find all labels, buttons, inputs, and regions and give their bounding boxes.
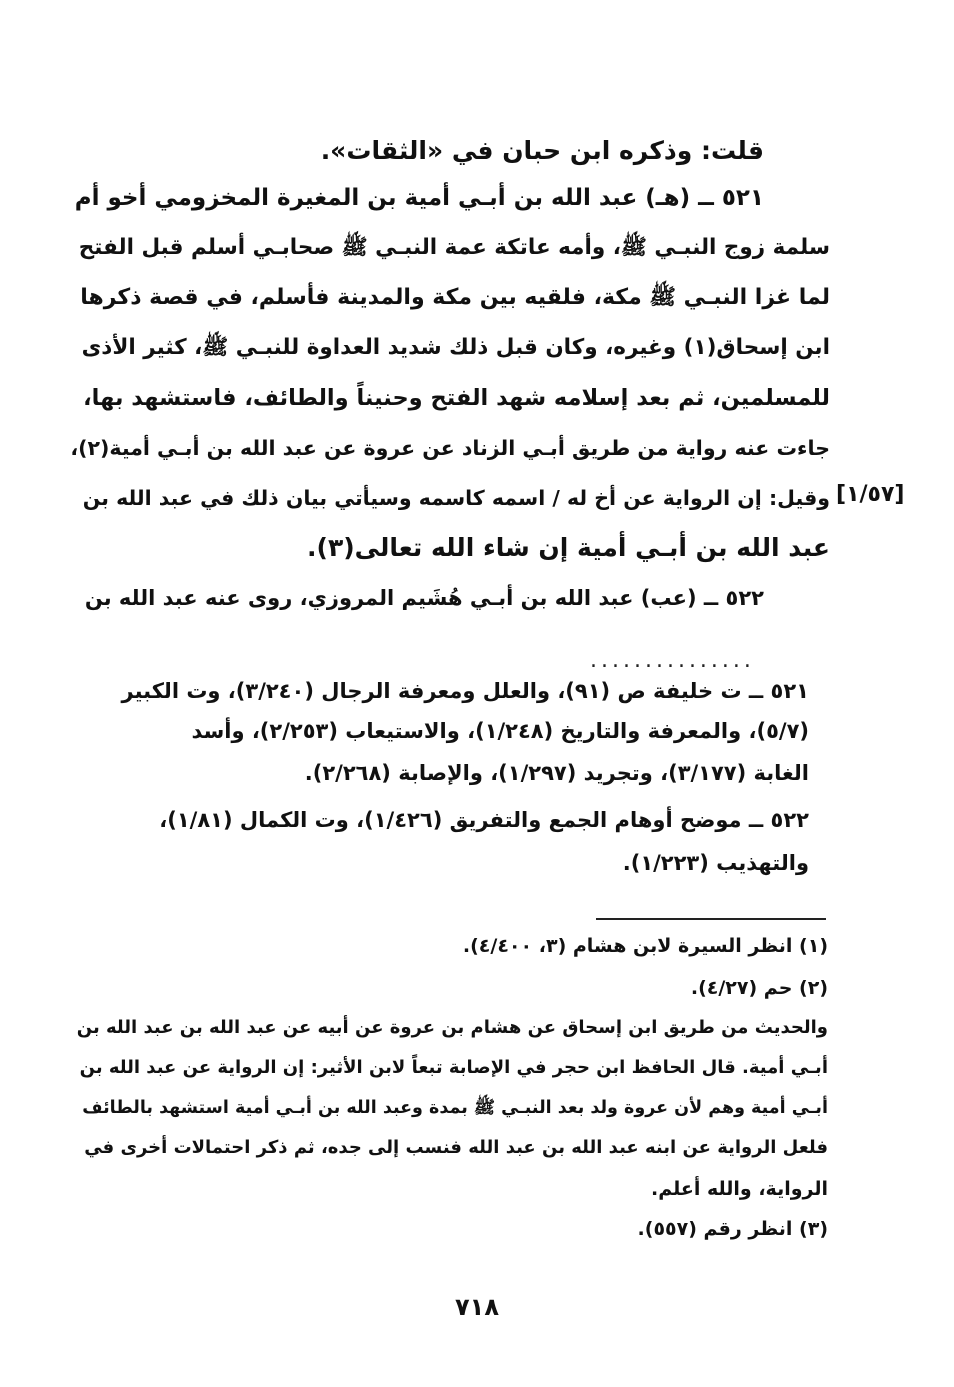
main-line-4: لما غزا النبـي ﷺ مكة، فلقيه بين مكة والمدينة فأسلم، في قصة ذكرها: [80, 285, 830, 310]
main-line-6: للمسلمين، ثم بعد إسلامه شهد الفتح وحنيناً والطائف، فاستشهد بها،: [83, 385, 830, 411]
page-number: ٧١٨: [455, 1293, 499, 1321]
footnote-2: (٢) حم (٤/٢٧).: [690, 977, 828, 999]
margin-page-reference: [١/٥٧]: [836, 482, 905, 507]
footnote-2-line-4: فلعل الرواية عن ابنه عبد الله بن عبد الله فنسب إلى جده، ثم ذكر احتمالات أخرى في: [84, 1137, 828, 1158]
footnote-2-line-2: أبـي أمية. قال الحافظ ابن حجر في الإصابة تبعاً لابن الأثير: إن الرواية عن عبد الله بن: [79, 1057, 828, 1078]
footnote-2-line-3: أبـي أمية وهم لأن عروة ولد بعد النبـي ﷺ بمدة وعبد الله بن أبـي أمية استشهد بالطائف: [82, 1098, 828, 1118]
dotted-separator: ...............: [590, 648, 755, 673]
main-line-10: ٥٢٢ ــ (عب) عبد الله بن أبـي هُشَيم المروزي، روى عنه عبد الله بن: [84, 586, 764, 610]
main-line-9: عبد الله بن أبـي أمية إن شاء الله تعالى(٣).: [307, 533, 830, 562]
footnote-2-line-1: والحديث من طريق ابن إسحاق عن هشام بن عروة عن أبيه عن عبد الله بن عبد الله بن: [76, 1017, 828, 1038]
footnote-rule: [596, 918, 826, 920]
footnote-2-line-5: الرواية، والله أعلم.: [651, 1178, 828, 1200]
sources-line-3: الغابة (٣/١٧٧)، وتجريد (١/٢٩٧)، والإصابة (٢/٢٦٨).: [304, 761, 809, 785]
main-line-1: قلت: وذكره ابن حبان في «الثقات».: [320, 136, 764, 165]
sources-line-2: (٥/٧)، والمعرفة والتاريخ (١/٢٤٨)، والاستيعاب (٢/٢٥٣)، وأسد: [191, 719, 809, 743]
main-line-2: ٥٢١ ــ (هـ) عبد الله بن أبـي أمية بن المغيرة المخزومي أخو أم: [74, 185, 764, 211]
sources-line-4: ٥٢٢ ــ موضح أوهام الجمع والتفريق (١/٤٢٦)، وت الكمال (١/٨١)،: [159, 808, 809, 832]
main-line-7: جاءت عنه رواية من طريق أبـي الزناد عن عروة عن عبد الله بن أبـي أمية(٢)،: [70, 436, 830, 460]
footnote-1: (١) انظر السيرة لابن هشام (٣، ٤/٤٠٠).: [462, 935, 828, 957]
sources-line-1: ٥٢١ ــ ت خليفة ص (٩١)، والعلل ومعرفة الرجال (٣/٢٤٠)، وت الكبير: [121, 679, 809, 703]
main-line-5: ابن إسحاق(١) وغيره، وكان قبل ذلك شديد العداوة للنبـي ﷺ، كثير الأذى: [81, 335, 830, 360]
main-line-3: سلمة زوج النبـي ﷺ، وأمه عاتكة عمة النبـي ﷺ صحابـي أسلم قبل الفتح: [78, 235, 830, 260]
sources-line-5: والتهذيب (١/٢٢٣).: [622, 851, 809, 875]
footnote-3: (٣) انظر رقم (٥٥٧).: [637, 1218, 828, 1240]
main-line-8: وقيل: إن الرواية عن أخ له / اسمه كاسمه وسيأتي بيان ذلك في عبد الله بن: [82, 486, 830, 510]
